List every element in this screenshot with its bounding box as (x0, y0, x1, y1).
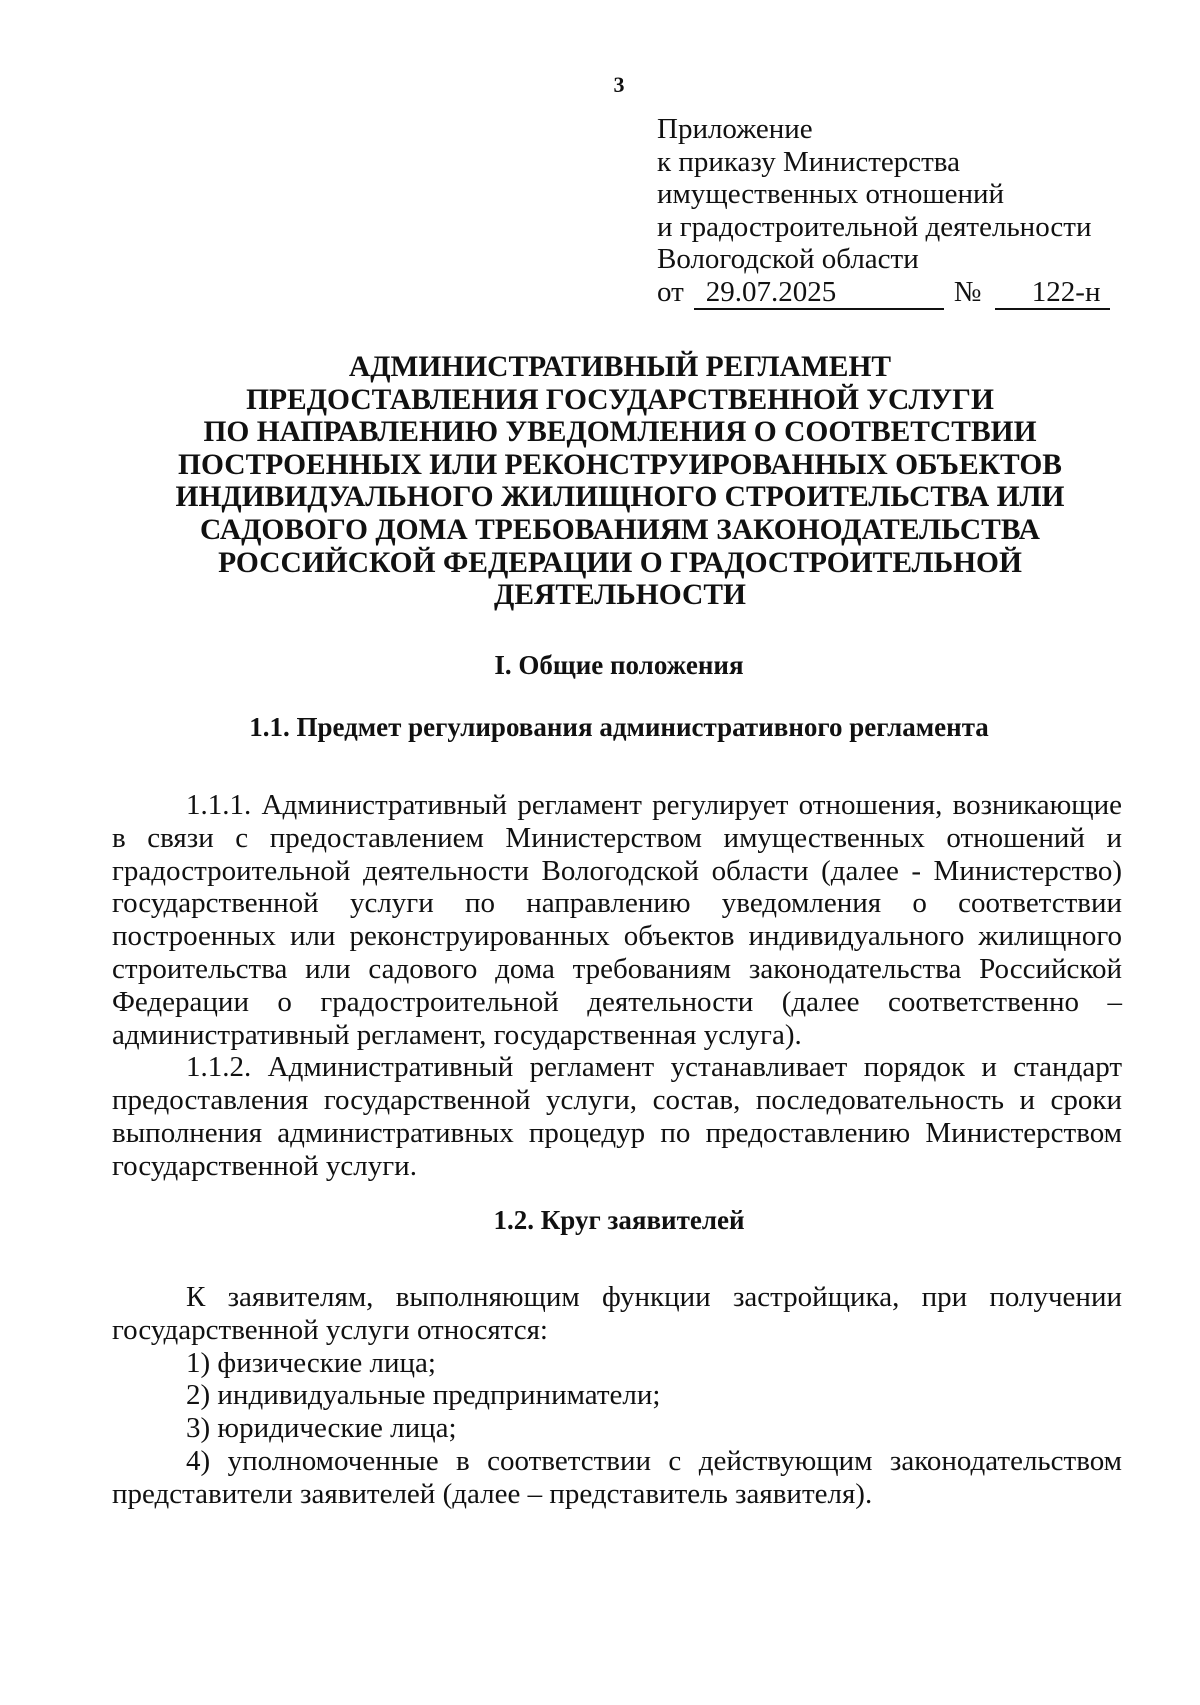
title-line: РОССИЙСКОЙ ФЕДЕРАЦИИ О ГРАДОСТРОИТЕЛЬНОЙ (218, 546, 1022, 579)
from-label: от (657, 275, 684, 308)
title-line: ПО НАПРАВЛЕНИЮ УВЕДОМЛЕНИЯ О СООТВЕТСТВИИ (203, 416, 1037, 449)
order-number: 122-н (995, 276, 1110, 311)
title-line: ПОСТРОЕННЫХ ИЛИ РЕКОНСТРУИРОВАННЫХ ОБЪЕКТОВ (178, 448, 1062, 481)
appendix-line: Вологодской области (657, 243, 919, 275)
number-sign: № (953, 275, 982, 308)
appendix-line: имущественных отношений (657, 178, 1005, 210)
appendix-block (657, 113, 1110, 310)
paragraph: К заявителям, выполняющим функции застройщика, при получении государственной услуги относятся: (112, 1281, 1122, 1346)
list-item: 3) юридические лица; (186, 1412, 457, 1445)
list-item: 4) уполномоченные в соответствии с действующим законодательством представители заявителей (далее – представитель заявителя). (112, 1444, 1122, 1510)
title-line: ДЕЯТЕЛЬНОСТИ (494, 579, 746, 612)
subsection-heading: 1.1. Предмет регулирования административного регламента (249, 712, 989, 742)
subsection-1-2-body (112, 1281, 1122, 1511)
appendix-line: Приложение (657, 113, 813, 145)
page-number: 3 (613, 72, 625, 97)
list-item: 2) индивидуальные предприниматели; (186, 1379, 661, 1412)
title-line: ИНДИВИДУАЛЬНОГО ЖИЛИЩНОГО СТРОИТЕЛЬСТВА ИЛИ (175, 481, 1065, 514)
list-item: 1) физические лица; (186, 1346, 436, 1379)
appendix-line: и градостроительной деятельности (657, 210, 1092, 243)
title-line: АДМИНИСТРАТИВНЫЙ РЕГЛАМЕНТ (348, 351, 892, 383)
subsection-heading: 1.2. Круг заявителей (493, 1205, 745, 1235)
appendix-line: к приказу Министерства (657, 145, 960, 178)
document-title (110, 351, 1130, 612)
paragraph: 1.1.1. Административный регламент регулирует отношения, возникающие в связи с предоставлением Министерством имущественных отношений и градостроительной деятельности Вологодской области (далее - Министерство) государственной услуги по направлению уведомления о соответствии построенных или реконструированных объектов индивидуального жилищного строительства или садового дома требованиям законодательства Российской Федерации о градостроительной деятельности (далее соответственно – административный регламент, государственная услуга). (112, 789, 1122, 1051)
title-line: ПРЕДОСТАВЛЕНИЯ ГОСУДАРСТВЕННОЙ УСЛУГИ (246, 383, 994, 416)
title-line: САДОВОГО ДОМА ТРЕБОВАНИЯМ ЗАКОНОДАТЕЛЬСТВА (199, 513, 1040, 546)
order-date-number-line (657, 276, 1110, 311)
subsection-1-1-body (112, 789, 1122, 1183)
order-date: 29.07.2025 (694, 276, 944, 311)
section-heading: I. Общие положения (494, 650, 744, 680)
paragraph: 1.1.2. Административный регламент устанавливает порядок и стандарт предоставления государственной услуги, состав, последовательность и сроки выполнения административных процедур по предоставлению Министерством государственной услуги. (112, 1051, 1122, 1182)
